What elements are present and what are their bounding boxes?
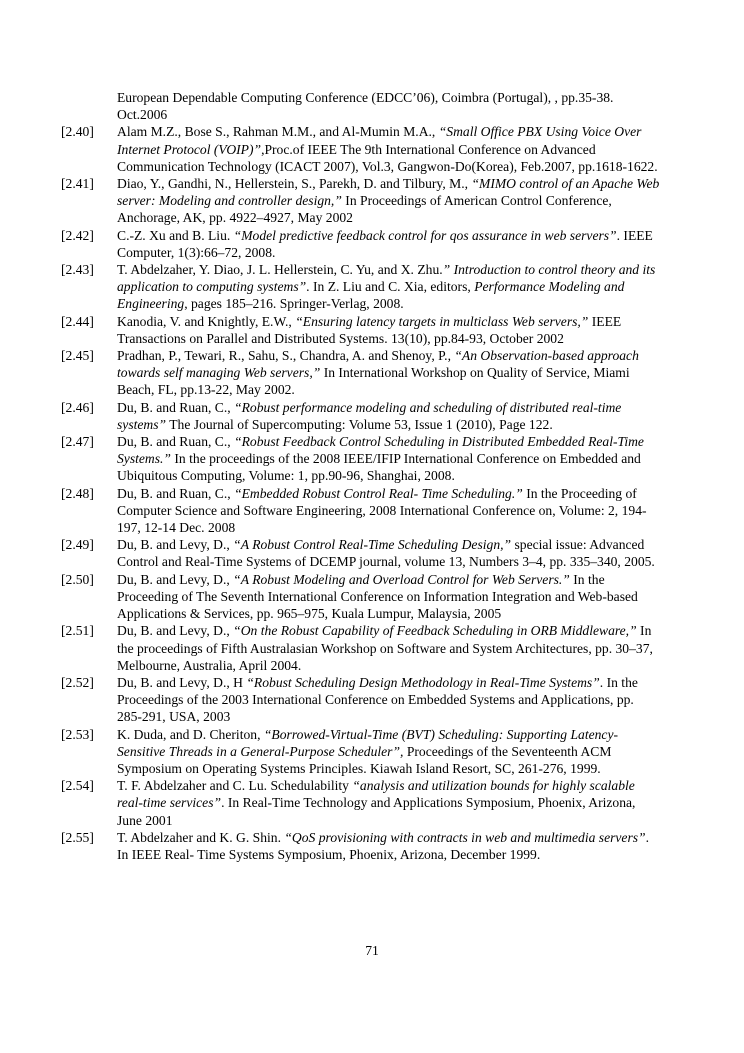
reference-number: [2.51] [61, 623, 94, 639]
reference-title-italic: “QoS provisioning with contracts in web and multimedia servers” [284, 829, 646, 845]
reference-text [117, 829, 662, 863]
reference-text-segment: Du, B. and Levy, D., [117, 623, 234, 639]
reference-text-segment: T. F. Abdelzaher and C. Lu. Schedulability [117, 778, 353, 794]
reference-text [117, 433, 662, 485]
reference-entry [0, 536, 662, 570]
reference-text [117, 485, 662, 537]
reference-text [117, 674, 662, 726]
reference-text [117, 622, 662, 674]
reference-number: [2.45] [61, 348, 94, 364]
reference-entry [0, 433, 662, 485]
reference-text-segment: Alam M.Z., Bose S., Rahman M.M., and Al-Mumin M.A., [117, 124, 439, 140]
reference-text-segment: . IEEE Computer, 1(3):66–72, 2008. [117, 227, 653, 260]
reference-list [0, 89, 744, 863]
reference-text-segment: The Journal of Supercomputing: Volume 53, Issue 1 (2010), Page 122. [166, 416, 553, 432]
reference-entry [0, 622, 662, 674]
reference-title-italic: “Robust performance modeling and scheduling of distributed real-time systems” [117, 399, 622, 432]
reference-title-italic: “Small Office PBX Using Voice Over Internet Protocol (VOIP)” [117, 124, 642, 157]
reference-text-segment: . In Z. Liu and C. Xia, editors, [306, 279, 475, 295]
reference-number: [2.41] [61, 176, 94, 192]
reference-number: [2.49] [61, 537, 94, 553]
reference-title-italic: “analysis and utilization bounds for highly scalable real-time services” [117, 778, 635, 811]
reference-title-italic: “A Robust Control Real-Time Scheduling Design,” [233, 537, 512, 553]
reference-number: [2.42] [61, 227, 94, 243]
reference-text [117, 347, 662, 399]
reference-entry [0, 175, 662, 227]
reference-text [117, 227, 662, 261]
reference-number: [2.47] [61, 434, 94, 450]
reference-title-italic: “Robust Scheduling Design Methodology in Real-Time Systems” [246, 674, 600, 690]
reference-title-italic: “Borrowed-Virtual-Time (BVT) Scheduling: Supporting Latency-Sensitive Threads in a General-Purpose Scheduler”, [117, 726, 619, 759]
reference-text-segment: Du, B. and Ruan, C., [117, 434, 235, 450]
reference-text-segment: In the Proceeding of Computer Science and Software Engineering, 2008 International Conference on, Volume: 2, 194-197, 12-14 Dec. 2008 [117, 485, 647, 536]
reference-text-segment: Proceedings of the Seventeenth ACM Symposium on Operating Systems Principles. Kiawah Island Resort, SC, 261-276, 1999. [117, 743, 612, 776]
reference-title-italic: “Robust Feedback Control Scheduling in Distributed Embedded Real-Time Systems.” [117, 434, 644, 467]
reference-text-segment: . In the Proceedings of the 2003 International Conference on Embedded Systems and Applications, pp. 285-291, USA, 2003 [117, 674, 638, 725]
reference-entry [0, 89, 662, 123]
reference-title-italic: Performance Modeling and Engineering [117, 279, 625, 312]
reference-text-segment: T. Abdelzaher, Y. Diao, J. L. Hellerstein, C. Yu, and X. Zhu. [117, 262, 443, 278]
reference-title-italic: ” Introduction to control theory and its application to computing systems” [117, 262, 656, 295]
reference-text-segment: In the proceedings of the 2008 IEEE/IFIP International Conference on Embedded and Ubiquitous Computing, Volume: 1, pp.90-96, Shanghai, 2008. [117, 451, 641, 484]
reference-entry [0, 829, 662, 863]
reference-title-italic: “MIMO control of an Apache Web server: Modeling and controller design,” [117, 176, 660, 209]
reference-text [117, 261, 662, 313]
reference-text [117, 536, 662, 570]
reference-text-segment: In Proceedings of American Control Conference, Anchorage, AK, pp. 4922–4927, May 2002 [117, 193, 612, 226]
reference-title-italic: “Ensuring latency targets in multiclass Web servers,” [295, 313, 589, 329]
reference-number: [2.40] [61, 124, 94, 140]
reference-text-segment: T. Abdelzaher and K. G. Shin. [117, 829, 285, 845]
reference-text-segment: . In Real-Time Technology and Applications Symposium, Phoenix, Arizona, June 2001 [117, 795, 636, 828]
reference-text [117, 399, 662, 433]
reference-entry [0, 674, 662, 726]
reference-text-segment: Du, B. and Ruan, C., [117, 485, 235, 501]
reference-entry [0, 261, 662, 313]
reference-number: [2.50] [61, 571, 94, 587]
reference-title-italic: “On the Robust Capability of Feedback Scheduling in ORB Middleware,” [233, 623, 637, 639]
reference-number: [2.54] [61, 778, 94, 794]
reference-title-italic: “An Observation-based approach towards self managing Web servers,” [117, 348, 639, 381]
reference-text-segment: Diao, Y., Gandhi, N., Hellerstein, S., Parekh, D. and Tilbury, M., [117, 176, 472, 192]
reference-entry [0, 227, 662, 261]
reference-text [117, 313, 662, 347]
reference-entry [0, 571, 662, 623]
reference-number: [2.43] [61, 262, 94, 278]
reference-text-segment: ,Proc.of IEEE The 9th International Conference on Advanced Communication Technology (ICACT 2007), Vol.3, Gangwon-Do(Korea), Feb.2007, pp.1618-1622. [117, 141, 658, 174]
reference-text-segment: special issue: Advanced Control and Real-Time Systems of DCEMP journal, volume 13, Numbers 3–4, pp. 335–340, 2005. [117, 537, 655, 570]
reference-number: [2.52] [61, 674, 94, 690]
reference-text-segment: In the proceedings of Fifth Australasian Workshop on Software and System Architectures, pp. 30–37, Melbourne, Australia, April 2004. [117, 623, 653, 673]
reference-number: [2.55] [61, 829, 94, 845]
reference-text-segment: Du, B. and Levy, D., [117, 571, 234, 587]
reference-text-segment: Du, B. and Ruan, C., [117, 399, 235, 415]
reference-entry [0, 399, 662, 433]
reference-entry [0, 313, 662, 347]
reference-title-italic: “A Robust Modeling and Overload Control for Web Servers.” [233, 571, 570, 587]
reference-text-segment: K. Duda, and D. Cheriton, [117, 726, 264, 742]
reference-number: [2.46] [61, 399, 94, 415]
reference-number: [2.53] [61, 726, 94, 742]
reference-text-segment: C.-Z. Xu and B. Liu. [117, 227, 234, 243]
reference-text-segment: In the Proceeding of The Seventh International Conference on Information Integration and Web-based Applications & Services, pp. 965–975, Kuala Lumpur, Malaysia, 2005 [117, 571, 638, 622]
reference-entry [0, 485, 662, 537]
reference-entry [0, 123, 662, 175]
reference-text [117, 89, 662, 123]
reference-entry [0, 777, 662, 829]
reference-entry [0, 347, 662, 399]
reference-text-segment: European Dependable Computing Conference (EDCC’06), Coimbra (Portugal), , pp.35-38. Oct.2006 [117, 90, 614, 123]
reference-title-italic: “Model predictive feedback control for qos assurance in web servers” [233, 227, 617, 243]
reference-text-segment: . In IEEE Real- Time Systems Symposium, Phoenix, Arizona, December 1999. [117, 829, 650, 862]
reference-text [117, 175, 662, 227]
reference-text [117, 777, 662, 829]
reference-text-segment: In International Workshop on Quality of Service, Miami Beach, FL, pp.13-22, May 2002. [117, 365, 630, 398]
reference-text-segment: Du, B. and Levy, D., [117, 537, 234, 553]
reference-text [117, 726, 662, 778]
reference-text-segment: , pages 185–216. Springer-Verlag, 2008. [184, 296, 404, 312]
reference-title-italic: “Embedded Robust Control Real- Time Scheduling.” [234, 485, 523, 501]
page-number: 71 [365, 943, 379, 958]
reference-number: [2.44] [61, 313, 94, 329]
reference-text [117, 123, 662, 175]
reference-text [117, 571, 662, 623]
reference-text-segment: IEEE Transactions on Parallel and Distributed Systems. 13(10), pp.84-93, October 2002 [117, 313, 622, 346]
reference-number: [2.48] [61, 485, 94, 501]
reference-text-segment: Kanodia, V. and Knightly, E.W., [117, 313, 296, 329]
reference-text-segment: Du, B. and Levy, D., H [117, 674, 247, 690]
reference-entry [0, 726, 662, 778]
reference-text-segment: Pradhan, P., Tewari, R., Sahu, S., Chandra, A. and Shenoy, P., [117, 348, 455, 364]
